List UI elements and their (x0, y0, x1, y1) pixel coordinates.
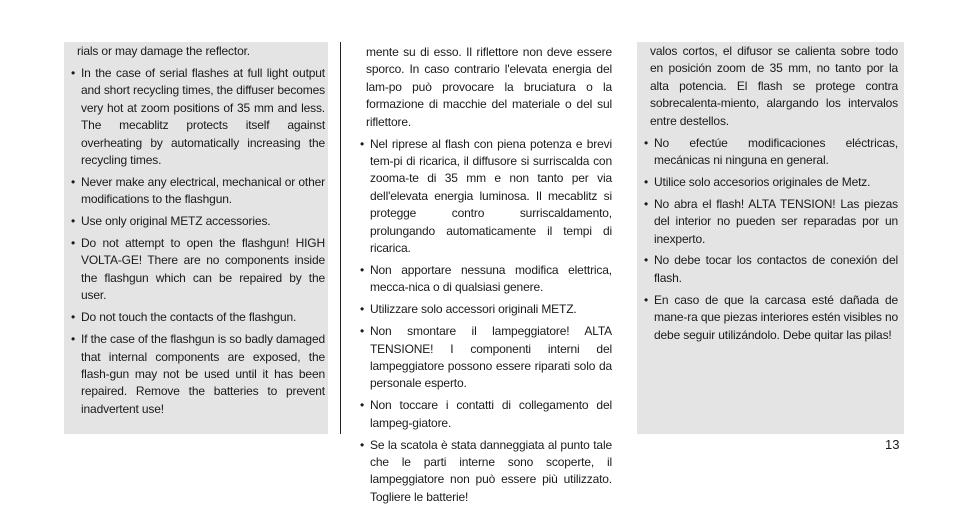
spanish-bullet-4: • No debe tocar los contactos de conexión del flash. (644, 252, 898, 287)
english-bullet-1: • In the case of serial flashes at full light output and short recycling times, the diffuser becomes very hot at zoom positions of 35 mm and less. The mecablitz protects itself against overheating by automatically increasing the recycling times. (71, 65, 325, 169)
spanish-bullet-list (644, 135, 898, 344)
italian-bullet-3: • Utilizzare solo accessori originali METZ. (360, 301, 612, 318)
english-bullet-list (71, 65, 325, 418)
italian-bullet-list (360, 136, 612, 506)
english-bullet-2: • Never make any electrical, mechanical or other modifications to the flashgun. (71, 174, 325, 209)
spanish-column (637, 42, 904, 434)
column-divider (340, 42, 341, 434)
italian-bullet-5: • Non toccare i contatti di collegamento del lampeg-giatore. (360, 397, 612, 432)
english-continuation: rials or may damage the reflector. (77, 44, 250, 58)
italian-bullet-1: • Nel riprese al flash con piena potenza e brevi tem-pi di ricarica, il diffusore si surriscalda con zooma-te di 35 mm e non tanto per via dell'elevata energia luminosa. Il mecablitz si protegge contro surriscaldamento, prolungando automaticamente il tempi di ricarica. (360, 136, 612, 258)
english-bullet-5: • Do not touch the contacts of the flashgun. (71, 309, 325, 326)
spanish-bullet-5: • En caso de que la carcasa esté dañada de mane-ra que piezas interiores estén visibles no debe seguir utilizándolo. Debe quitar las pilas! (644, 292, 898, 344)
english-bullet-6: • If the case of the flashgun is so badly damaged that internal components are exposed, the flash-gun may not be used until it has been repaired. Remove the batteries to prevent inadvertent use! (71, 331, 325, 418)
italian-continuation: mente su di esso. Il riflettore non deve essere sporco. In caso contrario l'elevata energia del lam-po può provocare la bruciatura o la formazione di macchie del materiale o del sul riflettore. (366, 45, 612, 129)
italian-column (354, 42, 618, 504)
spanish-continuation: valos cortos, el difusor se calienta sobre todo en posición zoom de 35 mm, no tanto por la alta potencia. El flash se protege contra sobrecalenta-miento, alargando los intervalos entre destellos. (650, 44, 898, 128)
english-column (64, 42, 328, 434)
page-number: 13 (885, 437, 900, 452)
spanish-bullet-3: • No abra el flash! ALTA TENSION! Las piezas del interior no pueden ser reparadas por un inexperto. (644, 196, 898, 248)
english-bullet-3: • Use only original METZ accessories. (71, 213, 325, 230)
italian-bullet-6: • Se la scatola è stata danneggiata al punto tale che le parti interne sono scoperte, il lampeggiatore non può essere più utilizzato. Togliere le batterie! (360, 437, 612, 506)
italian-bullet-2: • Non apportare nessuna modifica elettrica, mecca-nica o di qualsiasi genere. (360, 262, 612, 297)
english-bullet-4: • Do not attempt to open the flashgun! HIGH VOLTA-GE! There are no components inside the flashgun which can be repaired by the user. (71, 235, 325, 305)
spanish-bullet-1: • No efectúe modificaciones eléctricas, mecánicas ni ninguna en general. (644, 135, 898, 170)
italian-bullet-4: • Non smontare il lampeggiatore! ALTA TENSIONE! I componenti interni del lampeggiatore possono essere riparati solo da personale esperto. (360, 323, 612, 393)
spanish-bullet-2: • Utilice solo accesorios originales de Metz. (644, 174, 898, 191)
